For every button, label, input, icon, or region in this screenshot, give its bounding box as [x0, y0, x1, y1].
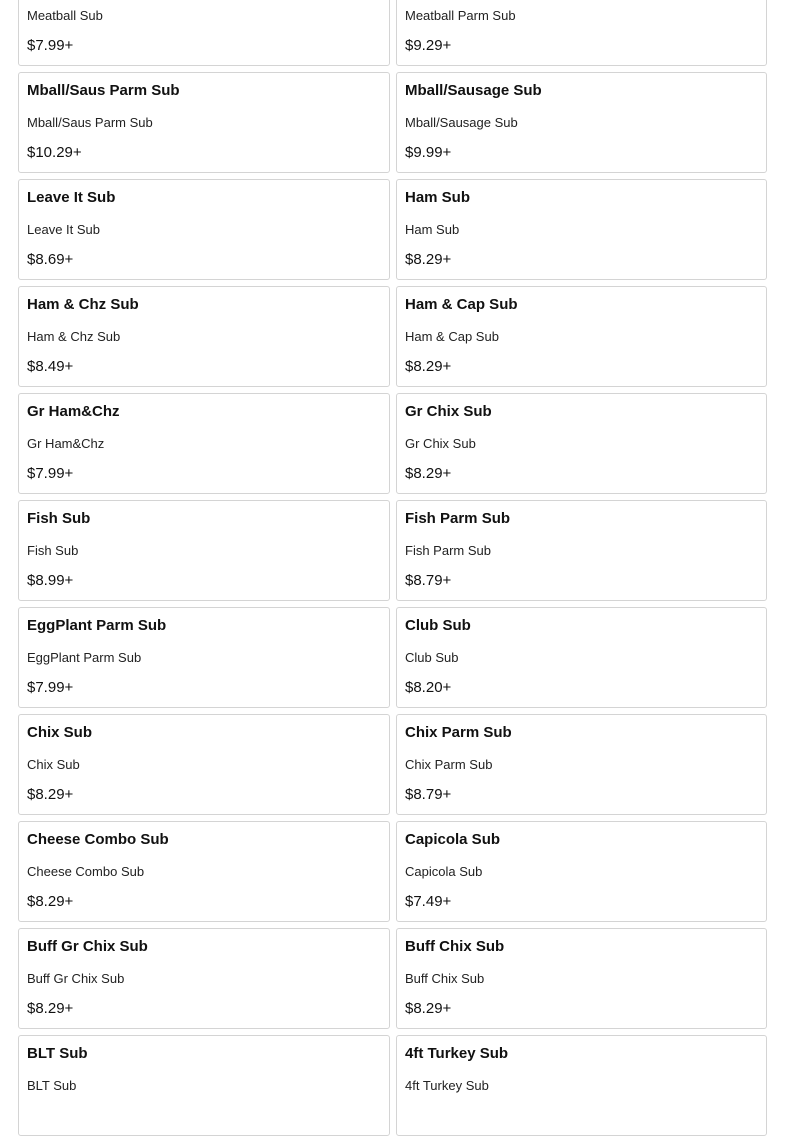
menu-item-card[interactable] — [18, 714, 390, 815]
menu-item-price: $8.29+ — [405, 1000, 452, 1017]
menu-item-description: Chix Sub — [27, 757, 80, 772]
menu-item-price: $7.99+ — [27, 465, 74, 482]
menu-item-price: $8.29+ — [27, 786, 74, 803]
menu-item-grid — [18, 0, 767, 1136]
menu-item-card[interactable] — [18, 821, 390, 922]
menu-item-price: $7.49+ — [405, 893, 452, 910]
menu-item-description: Fish Sub — [27, 543, 79, 558]
menu-item-card[interactable] — [18, 1035, 390, 1136]
menu-item-name: Capicola Sub — [405, 831, 501, 848]
menu-item-name: Ham & Chz Sub — [27, 296, 139, 313]
menu-item-price: $9.99+ — [405, 144, 452, 161]
menu-item-card[interactable] — [18, 393, 390, 494]
menu-item-name: Ham Sub — [405, 189, 471, 206]
menu-item-description: Meatball Parm Sub — [405, 8, 516, 23]
menu-item-name: EggPlant Parm Sub — [27, 617, 167, 634]
menu-item-description: Ham & Chz Sub — [27, 329, 121, 344]
menu-item-description: Buff Gr Chix Sub — [27, 971, 125, 986]
menu-item-description: Ham & Cap Sub — [405, 329, 499, 344]
menu-item-card[interactable] — [396, 821, 767, 922]
menu-item-name: Mball/Sausage Sub — [405, 82, 542, 99]
menu-item-price: $8.20+ — [405, 679, 452, 696]
menu-item-name: Chix Sub — [27, 724, 93, 741]
menu-item-name: Buff Chix Sub — [405, 938, 505, 955]
menu-item-price: $9.29+ — [405, 37, 452, 54]
menu-item-card[interactable] — [396, 607, 767, 708]
menu-item-price: $7.99+ — [27, 37, 74, 54]
menu-item-description: Ham Sub — [405, 222, 460, 237]
menu-item-name: Buff Gr Chix Sub — [27, 938, 148, 955]
menu-item-card[interactable] — [396, 179, 767, 280]
menu-item-price: $8.29+ — [27, 1000, 74, 1017]
menu-item-description: Club Sub — [405, 650, 459, 665]
menu-item-card[interactable] — [396, 714, 767, 815]
menu-item-description: 4ft Turkey Sub — [405, 1078, 489, 1093]
menu-item-price: $8.29+ — [27, 893, 74, 910]
menu-item-description: Capicola Sub — [405, 864, 483, 879]
menu-item-price: $7.99+ — [27, 679, 74, 696]
menu-item-price: $8.69+ — [27, 251, 74, 268]
menu-item-description: Gr Ham&Chz — [27, 436, 105, 451]
menu-item-name: Gr Chix Sub — [405, 403, 492, 420]
menu-item-description: Cheese Combo Sub — [27, 864, 145, 879]
menu-item-description: Meatball Sub — [27, 8, 103, 23]
menu-item-card[interactable] — [396, 1035, 767, 1136]
menu-item-card[interactable] — [396, 286, 767, 387]
menu-item-card[interactable] — [396, 393, 767, 494]
menu-item-name: Leave It Sub — [27, 189, 116, 206]
menu-item-description: Gr Chix Sub — [405, 436, 476, 451]
menu-item-price: $10.29+ — [27, 144, 82, 161]
menu-item-description: Chix Parm Sub — [405, 757, 493, 772]
menu-item-name: Chix Parm Sub — [405, 724, 512, 741]
menu-item-card[interactable] — [396, 72, 767, 173]
menu-item-name: BLT Sub — [27, 1045, 88, 1062]
menu-item-description: Mball/Saus Parm Sub — [27, 115, 153, 130]
menu-item-description: Leave It Sub — [27, 222, 100, 237]
menu-item-price: $8.79+ — [405, 786, 452, 803]
menu-item-name: Gr Ham&Chz — [27, 403, 120, 420]
menu-item-price: $8.49+ — [27, 358, 74, 375]
menu-item-description: Buff Chix Sub — [405, 971, 485, 986]
menu-item-card[interactable] — [18, 607, 390, 708]
menu-item-card[interactable] — [18, 286, 390, 387]
menu-item-name: Cheese Combo Sub — [27, 831, 169, 848]
menu-item-card[interactable] — [396, 500, 767, 601]
menu-item-price: $8.29+ — [405, 251, 452, 268]
menu-item-price: $8.99+ — [27, 572, 74, 589]
menu-item-card[interactable] — [18, 500, 390, 601]
menu-item-card[interactable] — [18, 72, 390, 173]
menu-item-description: EggPlant Parm Sub — [27, 650, 142, 665]
menu-item-card[interactable] — [18, 928, 390, 1029]
menu-item-price: $8.79+ — [405, 572, 452, 589]
menu-item-card[interactable] — [396, 0, 767, 66]
menu-item-card[interactable] — [18, 0, 390, 66]
menu-item-name: Club Sub — [405, 617, 471, 634]
menu-item-card[interactable] — [396, 928, 767, 1029]
menu-item-name: Fish Parm Sub — [405, 510, 511, 527]
menu-item-description: Fish Parm Sub — [405, 543, 491, 558]
menu-item-name: Fish Sub — [27, 510, 91, 527]
menu-item-name: 4ft Turkey Sub — [405, 1045, 509, 1062]
menu-item-price: $8.29+ — [405, 465, 452, 482]
menu-item-name: Ham & Cap Sub — [405, 296, 518, 313]
menu-item-price: $8.29+ — [405, 358, 452, 375]
menu-item-card[interactable] — [18, 179, 390, 280]
menu-item-description: Mball/Sausage Sub — [405, 115, 518, 130]
menu-item-description: BLT Sub — [27, 1078, 77, 1093]
menu-item-name: Mball/Saus Parm Sub — [27, 82, 180, 99]
